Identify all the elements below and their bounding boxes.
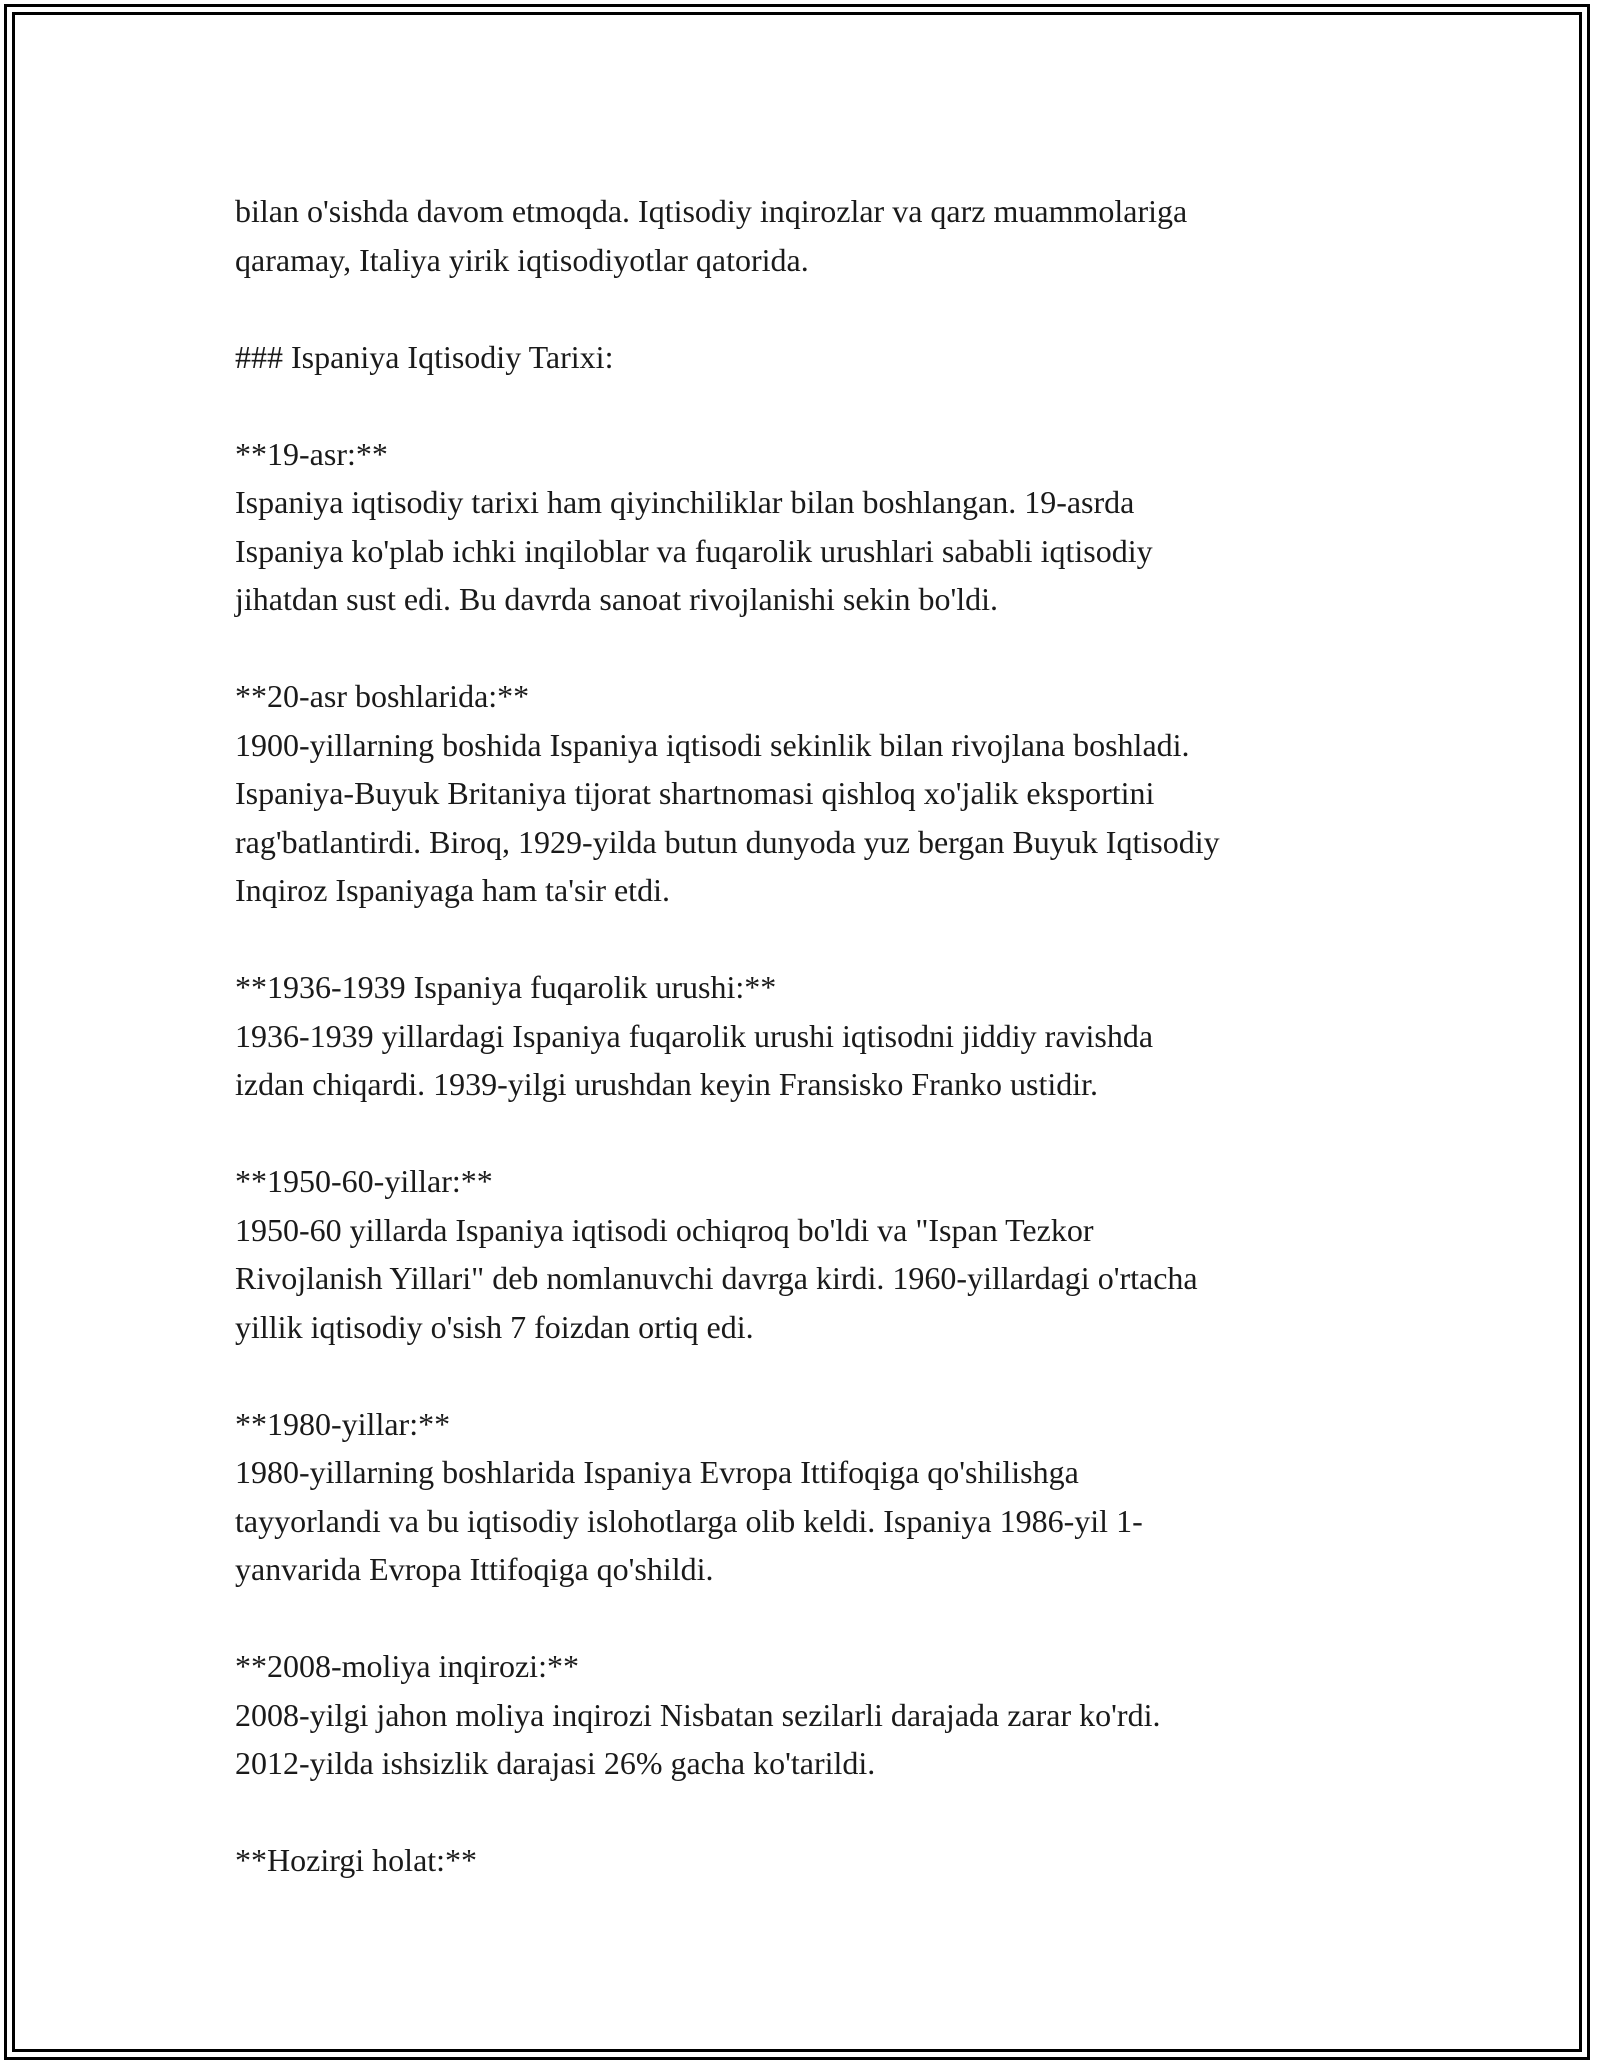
text-line: 2008-yilgi jahon moliya inqirozi Nisbatan sezilarli darajada zarar ko'rdi. [235,1696,1161,1733]
text-line: Ispaniya-Buyuk Britaniya tijorat shartnomasi qishloq xo'jalik eksportini [235,775,1155,811]
section-title: **1950-60-yillar:** [235,1163,493,1199]
intro-paragraph [235,187,1375,284]
section-19-asr [235,430,1375,624]
section-title: **2008-moliya inqirozi:** [235,1648,579,1684]
section-current [235,1836,1375,1885]
section-title: **1980-yillar:** [235,1405,451,1442]
section-title: **19-asr:** [235,435,388,472]
text-line: bilan o'sishda davom etmoqda. Iqtisodiy inqirozlar va qarz muammolariga [235,193,1188,229]
text-line: 1936-1939 yillardagi Ispaniya fuqarolik urushi iqtisodni jiddiy ravishda [235,1017,1154,1054]
text-line: Rivojlanish Yillari" deb nomlanuvchi davrga kirdi. 1960-yillardagi o'rtacha [235,1260,1198,1296]
section-2008 [235,1642,1375,1788]
text-line: izdan chiqardi. 1939-yilgi urushdan keyin Fransisko Franko ustidir. [235,1066,1098,1102]
text-line: jihatdan sust edi. Bu davrda sanoat rivojlanishi sekin bo'ldi. [235,581,998,617]
document-body [235,187,1375,1933]
text-line: yillik iqtisodiy o'sish 7 foizdan ortiq edi. [235,1308,754,1345]
text-line: Inqiroz Ispaniyaga ham ta'sir etdi. [235,872,670,908]
section-20-asr [235,672,1375,915]
text-line: yanvarida Evropa Ittifoqiga qo'shildi. [235,1551,714,1587]
section-title: **20-asr boshlarida:** [235,678,530,714]
section-1950-60 [235,1157,1375,1351]
section-heading [235,333,1375,382]
section-title: **1936-1939 Ispaniya fuqarolik urushi:** [235,969,777,1005]
text-line: Ispaniya ko'plab ichki inqiloblar va fuqarolik urushlari sababli iqtisodiy [235,532,1153,569]
text-line: 1980-yillarning boshlarida Ispaniya Evropa Ittifoqiga qo'shilishga [235,1454,1079,1490]
heading-text: ### Ispaniya Iqtisodiy Tarixi: [235,338,614,375]
text-line: qaramay, Italiya yirik iqtisodiyotlar qatorida. [235,241,809,278]
section-1980 [235,1400,1375,1594]
text-line: 1950-60 yillarda Ispaniya iqtisodi ochiqroq bo'ldi va "Ispan Tezkor [235,1211,1094,1248]
text-line: Ispaniya iqtisodiy tarixi ham qiyinchiliklar bilan boshlangan. 19-asrda [235,484,1135,520]
text-line: rag'batlantirdi. Biroq, 1929-yilda butun dunyoda yuz bergan Buyuk Iqtisodiy [235,823,1220,860]
text-line: 2012-yilda ishsizlik darajasi 26% gacha ko'tarildi. [235,1745,876,1781]
text-line: tayyorlandi va bu iqtisodiy islohotlarga olib keldi. Ispaniya 1986-yil 1- [235,1502,1143,1539]
section-civil-war [235,963,1375,1109]
text-line: 1900-yillarning boshida Ispaniya iqtisodi sekinlik bilan rivojlana boshladi. [235,726,1190,763]
section-title: **Hozirgi holat:** [235,1842,478,1878]
